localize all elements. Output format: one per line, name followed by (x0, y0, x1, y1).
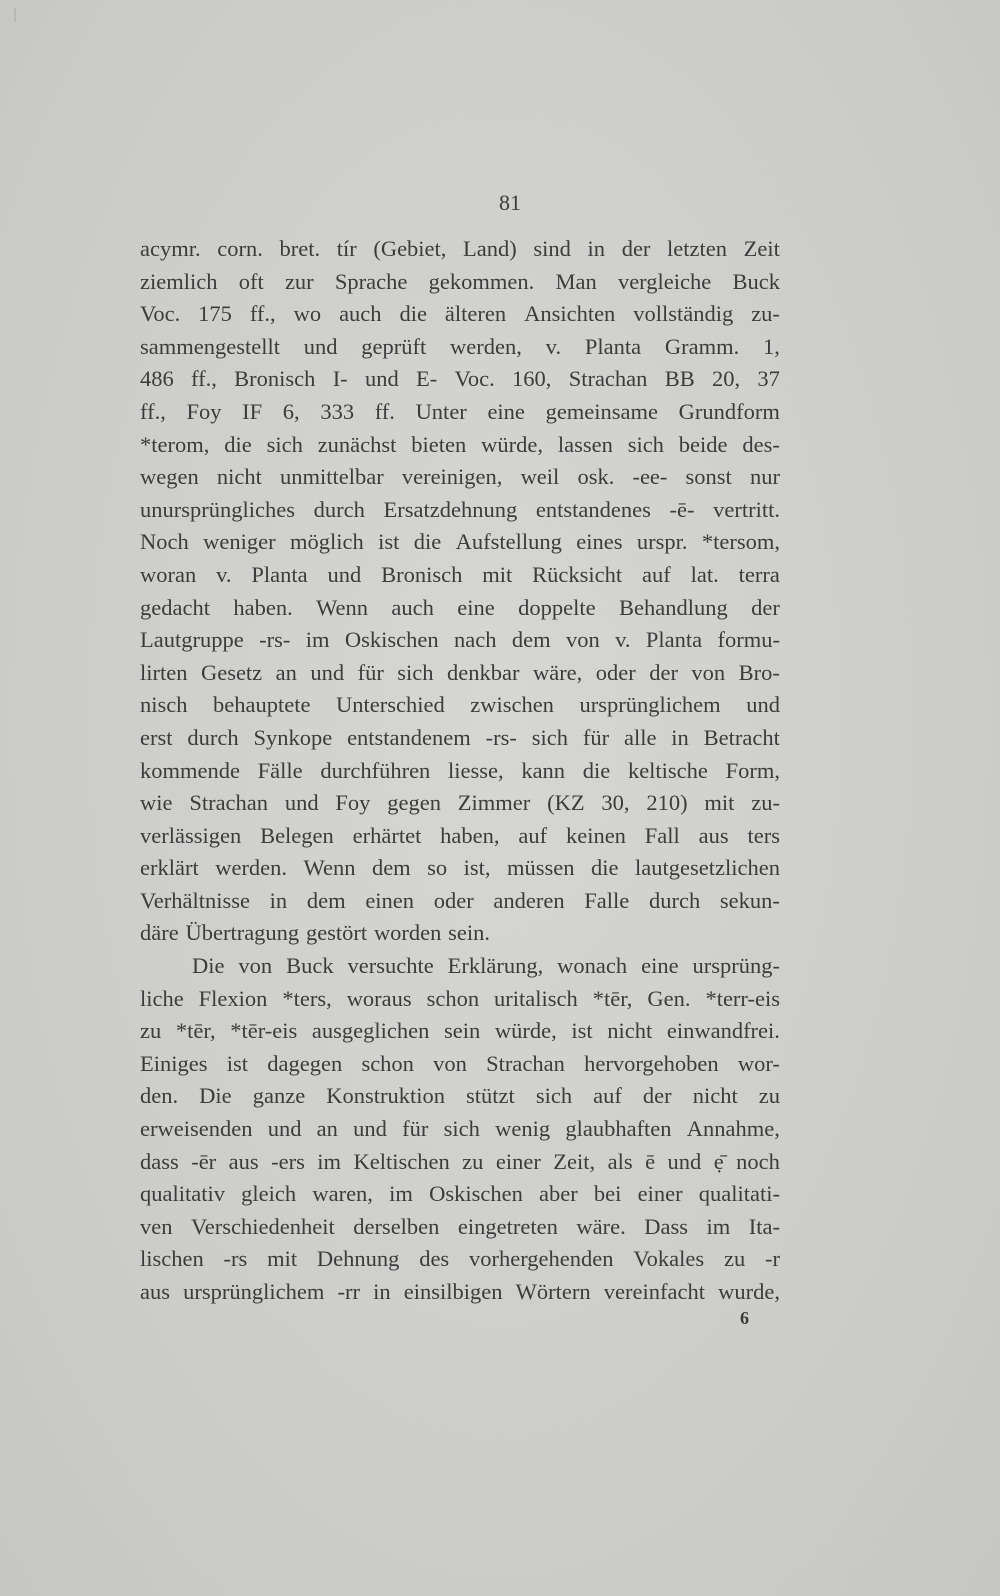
text-line: woran v. Planta und Bronisch mit Rücksicht auf lat. terra (140, 561, 780, 587)
text-line: ziemlich oft zur Sprache gekommen. Man vergleiche Buck (140, 268, 780, 294)
text-line: gedacht haben. Wenn auch eine doppelte Behandlung der (140, 594, 780, 620)
text-line: ff., Foy IF 6, 333 ff. Unter eine gemeinsame Grundform (140, 398, 780, 424)
text-line: erweisenden und an und für sich wenig glaubhaften Annahme, (140, 1116, 780, 1142)
text-line: qualitativ gleich waren, im Oskischen aber bei einer qualitati- (140, 1181, 780, 1207)
text-line: Lautgruppe -rs- im Oskischen nach dem von v. Planta formu- (140, 627, 780, 653)
text-line: wie Strachan und Foy gegen Zimmer (KZ 30, 210) mit zu- (140, 790, 780, 816)
text-line: lirten Gesetz an und für sich denkbar wäre, oder der von Bro- (140, 659, 780, 685)
text-line: däre Übertragung gestört worden sein. (140, 920, 491, 946)
text-line: Einiges ist dagegen schon von Strachan hervorgehoben wor- (140, 1050, 780, 1076)
text-line: nisch behauptete Unterschied zwischen ursprünglichem und (140, 692, 780, 718)
text-line: *terom, die sich zunächst bieten würde, lassen sich beide des- (140, 431, 780, 457)
text-line: wegen nicht unmittelbar vereinigen, weil osk. -ee- sonst nur (140, 464, 780, 490)
printer-signature-mark: 6 (740, 1308, 749, 1328)
text-line: 486 ff., Bronisch I- und E- Voc. 160, Strachan BB 20, 37 (140, 366, 780, 392)
text-line: den. Die ganze Konstruktion stützt sich auf der nicht zu (140, 1083, 780, 1109)
text-line: acymr. corn. bret. tír (Gebiet, Land) sind in der letzten Zeit (140, 236, 780, 261)
text-line: ven Verschiedenheit derselben eingetreten wäre. Dass im Ita- (140, 1213, 780, 1239)
text-line: sammengestellt und geprüft werden, v. Planta Gramm. 1, (140, 333, 780, 359)
page-corner-mark (14, 8, 16, 22)
text-line: lischen -rs mit Dehnung des vorhergehenden Vokales zu -r (140, 1246, 780, 1272)
text-line: erst durch Synkope entstandenem -rs- sich für alle in Betracht (140, 724, 780, 750)
text-line: aus ursprünglichem -rr in einsilbigen Wörtern vereinfacht wurde, (140, 1279, 780, 1304)
text-line: zu *tēr, *tēr-eis ausgeglichen sein würde, ist nicht einwandfrei. (140, 1018, 780, 1044)
text-line: Voc. 175 ff., wo auch die älteren Ansichten vollständig zu- (140, 301, 780, 327)
text-line: kommende Fälle durchführen liesse, kann die keltische Form, (140, 757, 780, 783)
text-line: verlässigen Belegen erhärtet haben, auf keinen Fall aus ters (140, 822, 780, 848)
text-line: unursprüngliches durch Ersatzdehnung entstandenes -ē- vertritt. (140, 496, 780, 522)
text-line: Noch weniger möglich ist die Aufstellung eines urspr. *tersom, (140, 529, 780, 555)
text-line: Verhältnisse in dem einen oder anderen Falle durch sekun- (140, 887, 780, 913)
text-line: Die von Buck versuchte Erklärung, wonach eine ursprüng- (192, 953, 780, 979)
text-line: liche Flexion *ters, woraus schon uritalisch *tēr, Gen. *terr-eis (140, 985, 780, 1011)
text-line: dass -ēr aus -ers im Keltischen zu einer Zeit, als ē und ẹ̄ noch (140, 1148, 780, 1174)
body-text (140, 233, 780, 1309)
text-line: erklärt werden. Wenn dem so ist, müssen die lautgesetzlichen (140, 855, 780, 881)
page-number: 81 (499, 190, 521, 215)
